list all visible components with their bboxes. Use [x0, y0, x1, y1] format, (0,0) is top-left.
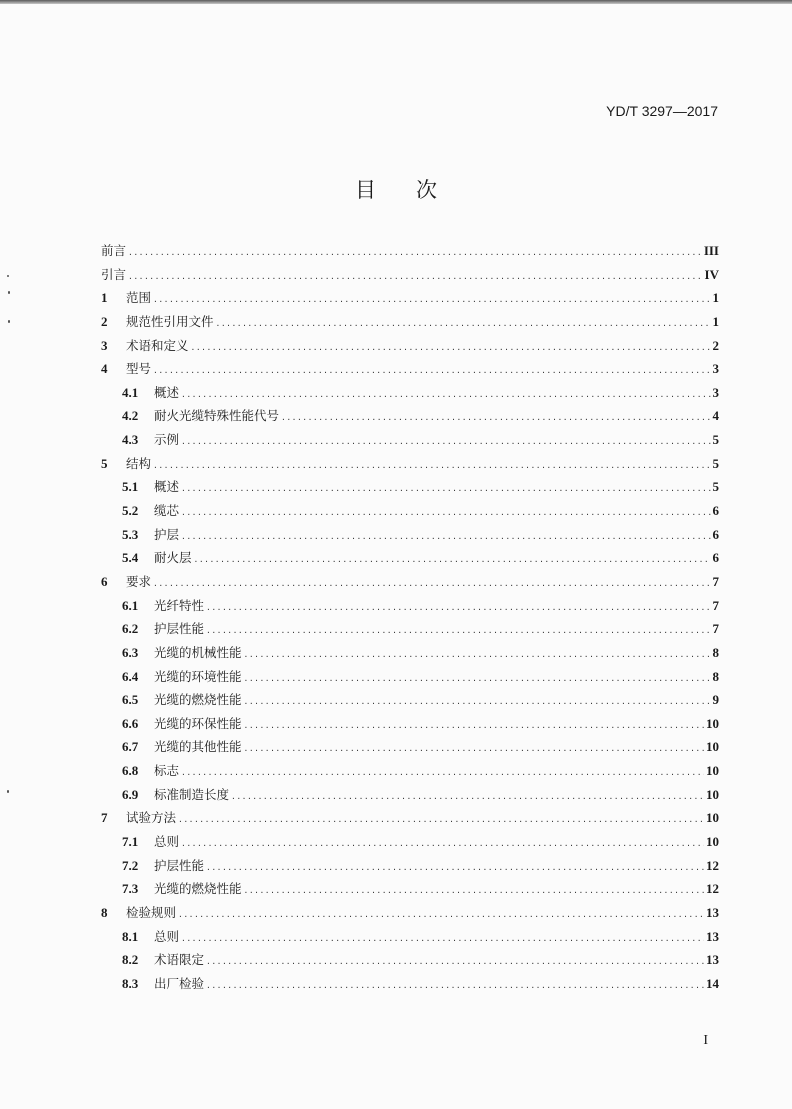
toc-entry-label: 护层性能 [154, 621, 205, 637]
toc-entry-page: 7 [712, 621, 719, 637]
toc-leader-dots [216, 312, 711, 336]
toc-entry[interactable] [99, 901, 719, 925]
toc-entry[interactable] [99, 452, 719, 476]
toc-leader-dots [181, 525, 710, 549]
toc-entry-page: 12 [706, 881, 719, 897]
toc-entry-number: 4 [101, 361, 108, 377]
toc-entry-number: 5.2 [122, 503, 139, 519]
table-of-contents [99, 239, 719, 996]
toc-entry[interactable] [99, 972, 719, 996]
toc-leader-dots [128, 241, 702, 265]
scan-speck [7, 275, 9, 277]
toc-entry-number: 4.1 [122, 384, 139, 400]
toc-entry-number: 6.3 [122, 644, 139, 660]
toc-entry-number: 6.1 [122, 597, 139, 613]
toc-entry-label: 术语和定义 [126, 337, 189, 353]
toc-entry[interactable] [99, 286, 719, 310]
toc-entry-page: 10 [706, 763, 719, 779]
toc-leader-dots [153, 359, 710, 383]
toc-entry-label: 光缆的环境性能 [154, 668, 242, 684]
toc-leader-dots [181, 927, 704, 951]
toc-entry[interactable] [99, 428, 719, 452]
toc-entry-page: 5 [712, 455, 719, 471]
toc-entry-label: 出厂检验 [154, 975, 205, 991]
toc-entry[interactable] [99, 948, 719, 972]
toc-entry-page: III [703, 243, 719, 258]
toc-entry[interactable] [99, 783, 719, 807]
toc-entry[interactable] [99, 854, 719, 878]
toc-leader-dots [191, 336, 711, 360]
document-number: YD/T 3297—2017 [606, 103, 718, 119]
toc-entry-page: 1 [712, 290, 719, 306]
toc-entry-label: 结构 [126, 455, 152, 471]
toc-entry[interactable] [99, 877, 719, 901]
toc-entry-number: 5.4 [122, 550, 139, 566]
toc-entry[interactable] [99, 404, 719, 428]
toc-entry-page: 10 [706, 715, 719, 731]
toc-entry-page: 13 [706, 904, 719, 920]
toc-entry-number: 6.2 [122, 621, 139, 637]
toc-entry-number: 3 [101, 337, 108, 353]
toc-entry-page: 3 [712, 361, 719, 377]
toc-leader-dots [181, 501, 710, 525]
toc-entry-label: 缆芯 [154, 503, 180, 519]
toc-entry[interactable] [99, 806, 719, 830]
toc-leader-dots [153, 454, 710, 478]
toc-entry[interactable] [99, 759, 719, 783]
toc-entry-page: 1 [712, 313, 719, 329]
title-char-2: 次 [416, 178, 437, 202]
toc-leader-dots [206, 596, 710, 620]
toc-entry[interactable] [99, 665, 719, 689]
toc-entry-page: 10 [706, 810, 719, 826]
toc-entry[interactable] [99, 594, 719, 618]
toc-entry-page: 13 [706, 928, 719, 944]
toc-entry-page: 3 [712, 384, 719, 400]
toc-leader-dots [281, 406, 710, 430]
toc-leader-dots [181, 761, 704, 785]
toc-entry-number: 6.7 [122, 739, 139, 755]
toc-entry-number: 8.3 [122, 975, 139, 991]
toc-entry[interactable] [99, 499, 719, 523]
toc-entry-label: 概述 [154, 384, 180, 400]
toc-entry-number: 6.6 [122, 715, 139, 731]
toc-entry-page: 7 [712, 573, 719, 589]
toc-leader-dots [178, 808, 704, 832]
scan-speck [8, 320, 10, 323]
toc-entry-number: 5.3 [122, 526, 139, 542]
toc-entry-page: 13 [706, 952, 719, 968]
toc-entry-label: 光缆的机械性能 [154, 644, 242, 660]
toc-entry-number: 6.8 [122, 763, 139, 779]
toc-entry-page: 6 [712, 503, 719, 519]
toc-entry[interactable] [99, 830, 719, 854]
toc-entry-label: 术语限定 [154, 952, 205, 968]
toc-entry-number: 7.1 [122, 834, 139, 850]
toc-leader-dots [244, 737, 704, 761]
toc-entry[interactable] [99, 617, 719, 641]
toc-entry-label: 光缆的环保性能 [154, 715, 242, 731]
toc-entry[interactable] [99, 310, 719, 334]
toc-entry-number: 2 [101, 313, 108, 329]
toc-leader-dots [181, 430, 710, 454]
toc-entry-number: 8 [101, 904, 108, 920]
toc-entry-page: 5 [712, 432, 719, 448]
page-title [0, 174, 792, 204]
scan-speck [8, 291, 10, 294]
toc-entry-page: 4 [712, 408, 719, 424]
toc-entry-label: 光纤特性 [154, 597, 205, 613]
toc-entry-label: 示例 [154, 432, 180, 448]
toc-leader-dots [206, 974, 704, 998]
toc-leader-dots [153, 572, 710, 596]
toc-leader-dots [181, 832, 704, 856]
scan-top-edge [0, 0, 792, 4]
toc-entry-number: 1 [101, 290, 108, 306]
toc-entry[interactable] [99, 641, 719, 665]
toc-entry-page: IV [704, 266, 719, 282]
toc-leader-dots [153, 288, 710, 312]
toc-entry[interactable] [99, 925, 719, 949]
toc-entry-page: 8 [712, 668, 719, 684]
toc-entry-label: 范围 [126, 290, 152, 306]
toc-entry-number: 8.1 [122, 928, 139, 944]
toc-entry[interactable] [99, 570, 719, 594]
toc-leader-dots [244, 667, 711, 691]
scan-speck [7, 790, 9, 793]
toc-entry-number: 6.4 [122, 668, 139, 684]
toc-entry-label: 标准制造长度 [154, 786, 230, 802]
toc-entry[interactable] [99, 712, 719, 736]
toc-entry-page: 9 [712, 692, 719, 708]
toc-entry[interactable] [99, 546, 719, 570]
toc-entry-page: 2 [712, 337, 719, 353]
toc-entry-label: 光缆的燃烧性能 [154, 881, 242, 897]
toc-entry-label: 总则 [154, 834, 180, 850]
toc-entry-label: 护层 [154, 526, 180, 542]
toc-entry-label: 检验规则 [126, 904, 177, 920]
toc-leader-dots [181, 477, 710, 501]
toc-entry-page: 8 [712, 644, 719, 660]
toc-entry-number: 4.2 [122, 408, 139, 424]
toc-entry-label: 概述 [154, 479, 180, 495]
toc-entry-number: 7.3 [122, 881, 139, 897]
toc-leader-dots [178, 903, 704, 927]
toc-leader-dots [244, 879, 704, 903]
toc-entry-page: 14 [706, 975, 719, 991]
toc-entry-page: 5 [712, 479, 719, 495]
toc-leader-dots [181, 383, 710, 407]
toc-entry-number: 7 [101, 810, 108, 826]
toc-entry-label: 引言 [101, 266, 127, 282]
toc-entry-number: 8.2 [122, 952, 139, 968]
toc-leader-dots [128, 265, 703, 289]
toc-entry[interactable] [99, 688, 719, 712]
toc-leader-dots [206, 950, 704, 974]
toc-entry-label: 耐火层 [154, 550, 192, 566]
toc-entry-label: 规范性引用文件 [126, 313, 214, 329]
toc-entry-label: 标志 [154, 763, 180, 779]
toc-entry[interactable] [99, 239, 719, 263]
toc-entry-page: 10 [706, 786, 719, 802]
toc-entry-number: 6.5 [122, 692, 139, 708]
toc-leader-dots [231, 785, 704, 809]
toc-leader-dots [244, 714, 704, 738]
toc-entry-label: 光缆的燃烧性能 [154, 692, 242, 708]
toc-entry-label: 要求 [126, 573, 152, 589]
toc-entry[interactable] [99, 523, 719, 547]
toc-entry-page: 10 [706, 834, 719, 850]
toc-entry-number: 5.1 [122, 479, 139, 495]
toc-entry[interactable] [99, 381, 719, 405]
toc-entry-label: 试验方法 [126, 810, 177, 826]
toc-entry-number: 7.2 [122, 857, 139, 873]
toc-entry-label: 前言 [101, 243, 127, 258]
toc-leader-dots [244, 690, 711, 714]
toc-entry-label: 总则 [154, 928, 180, 944]
toc-entry[interactable] [99, 263, 719, 287]
toc-entry-number: 4.3 [122, 432, 139, 448]
toc-entry-page: 6 [712, 526, 719, 542]
title-char-1: 目 [355, 178, 376, 202]
toc-entry[interactable] [99, 334, 719, 358]
toc-entry-page: 10 [706, 739, 719, 755]
toc-leader-dots [206, 619, 710, 643]
toc-entry-page: 7 [712, 597, 719, 613]
toc-entry-page: 6 [712, 550, 719, 566]
toc-leader-dots [244, 643, 711, 667]
toc-entry[interactable] [99, 735, 719, 759]
toc-entry[interactable] [99, 357, 719, 381]
toc-leader-dots [194, 548, 711, 572]
toc-entry[interactable] [99, 475, 719, 499]
toc-entry-number: 5 [101, 455, 108, 471]
toc-entry-number: 6.9 [122, 786, 139, 802]
toc-leader-dots [206, 856, 704, 880]
page-number: I [703, 1033, 708, 1048]
toc-entry-label: 护层性能 [154, 857, 205, 873]
toc-entry-label: 型号 [126, 361, 152, 377]
toc-entry-number: 6 [101, 573, 108, 589]
toc-entry-page: 12 [706, 857, 719, 873]
toc-entry-label: 光缆的其他性能 [154, 739, 242, 755]
toc-entry-label: 耐火光缆特殊性能代号 [154, 408, 280, 424]
